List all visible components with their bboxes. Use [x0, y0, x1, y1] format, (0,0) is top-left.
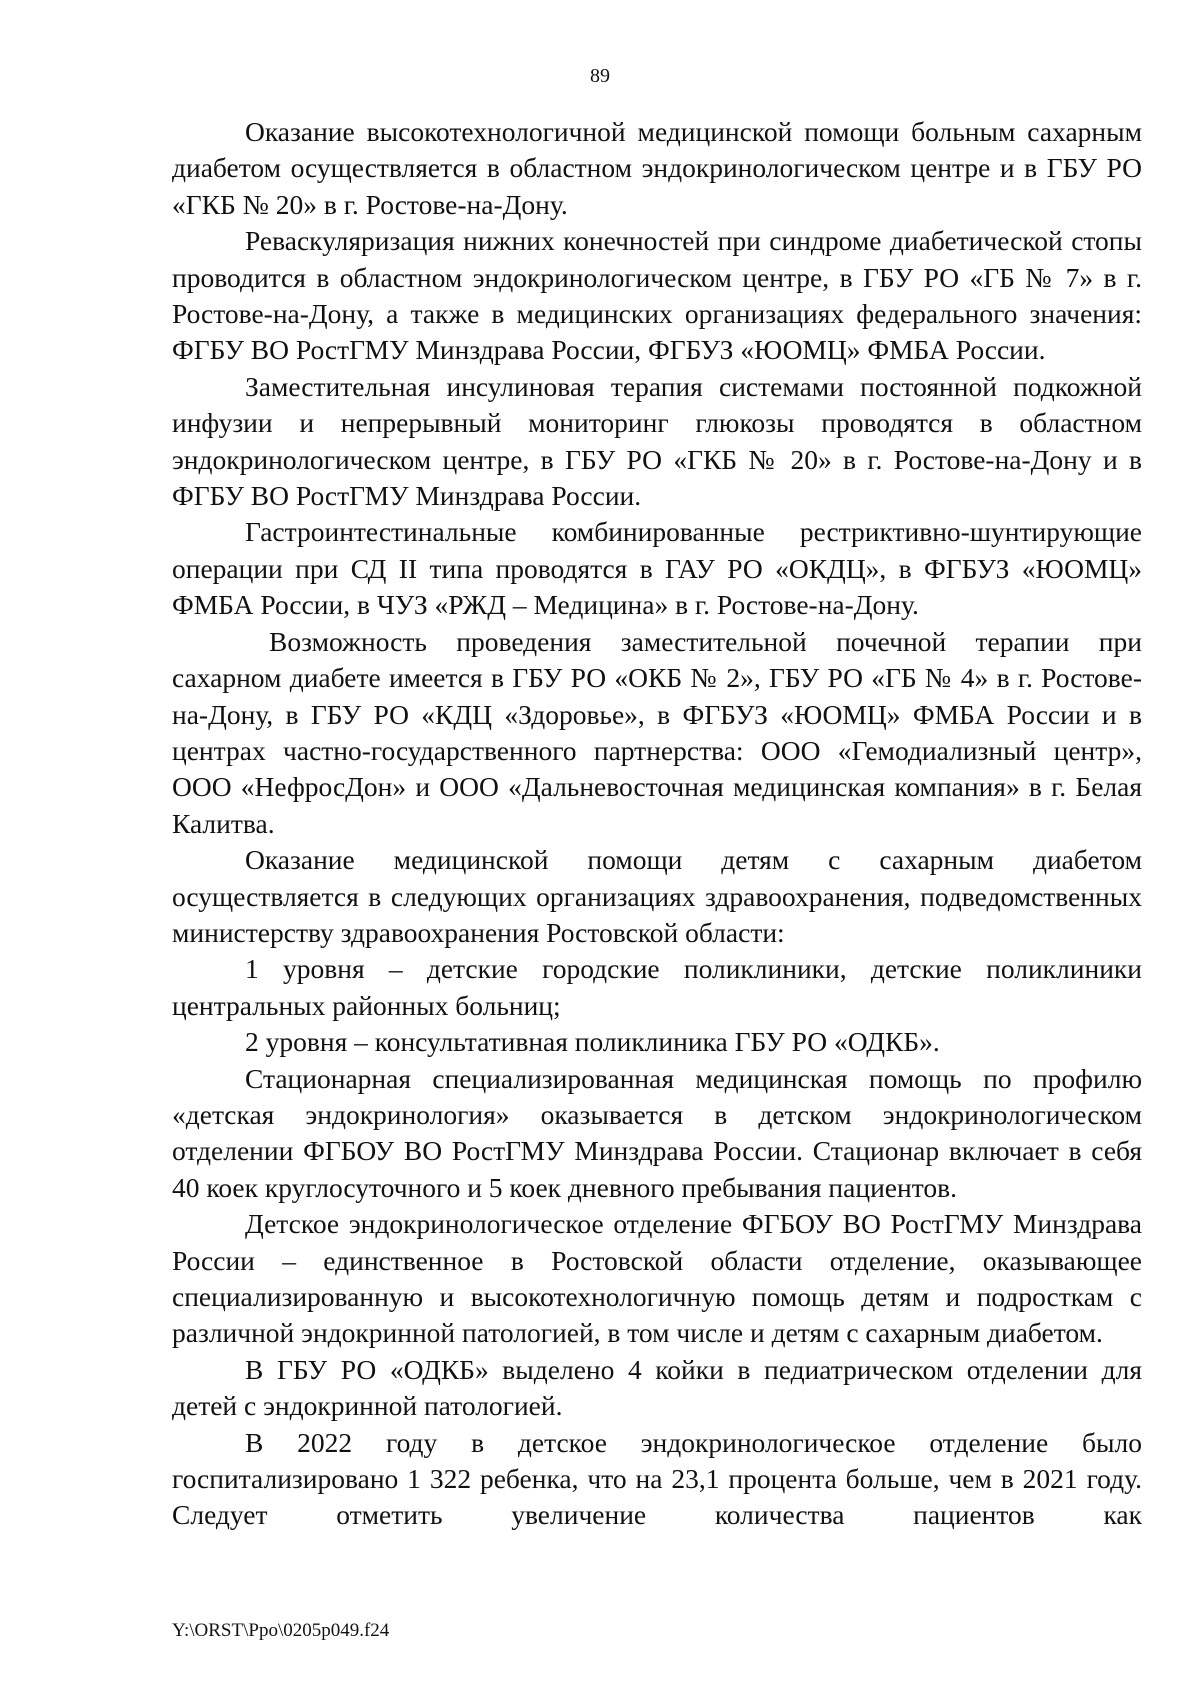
paragraph-inpatient-care: Стационарная специализированная медицинская помощь по профилю «детская эндокринология» оказывается в детском эндокринологическом отделении ФГБОУ ВО РостГМУ Минздрава России. Стационар включает в себя 40 коек круглосуточного и 5 коек дневного пребывания пациентов.: [172, 1062, 1142, 1203]
paragraph-hospitalization-2022: В 2022 году в детское эндокринологическое отделение было госпитализировано 1 322 ребенка, что на 23,1 процента больше, чем в 2021 году. Следует отметить увеличение количества пациентов как: [172, 1426, 1142, 1531]
paragraph-level-2: 2 уровня – консультативная поликлиника ГБУ РО «ОДКБ».: [245, 1026, 940, 1058]
paragraph-level-1: 1 уровня – детские городские поликлиники, детские поликлиники центральных районных больниц;: [172, 953, 1142, 1021]
paragraph-children-care: Оказание медицинской помощи детям с сахарным диабетом осуществляется в следующих организациях здравоохранения, подведомственных министерству здравоохранения Ростовской области:: [172, 844, 1142, 948]
page-number: 89: [590, 65, 610, 87]
paragraph-high-tech-care: Оказание высокотехнологичной медицинской помощи больным сахарным диабетом осуществляется в областном эндокринологическом центре и в ГБУ РО «ГКБ № 20» в г. Ростове-на-Дону.: [172, 116, 1142, 220]
paragraph-renal-therapy: Возможность проведения заместительной почечной терапии при сахарном диабете имеется в ГБУ РО «ОКБ № 2», ГБУ РО «ГБ № 4» в г. Ростове-на-Дону, в ГБУ РО «КДЦ «Здоровье», в ФГБУЗ «ЮОМЦ» ФМБА России и в центрах частно-государственного партнерства: ООО «Гемодиализный центр», ООО «НефросДон» и ООО «Дальневосточная медицинская компания» в г. Белая Калитва.: [172, 625, 1142, 839]
paragraph-odkb-beds: В ГБУ РО «ОДКБ» выделено 4 койки в педиатрическом отделении для детей с эндокринной патологией.: [172, 1353, 1142, 1422]
paragraph-endocrinology-department: Детское эндокринологическое отделение ФГБОУ ВО РостГМУ Минздрава России – единственное в Ростовской области отделение, оказывающее специализированную и высокотехнологичную помощь детям и подросткам с различной эндокринной патологией, в том числе и детям с сахарным диабетом.: [172, 1208, 1142, 1349]
document-body: [172, 114, 1142, 1534]
paragraph-insulin-therapy: Заместительная инсулиновая терапия системами постоянной подкожной инфузии и непрерывный мониторинг глюкозы проводятся в областном эндокринологическом центре, в ГБУ РО «ГКБ № 20» в г. Ростове-на-Дону и в ФГБУ ВО РостГМУ Минздрава России.: [172, 370, 1142, 512]
footer-file-path: Y:\ORST\Ppo\0205p049.f24: [172, 1620, 390, 1641]
paragraph-gastrointestinal-surgery: Гастроинтестинальные комбинированные рестриктивно-шунтирующие операции при СД II типа проводятся в ГАУ РО «ОКДЦ», в ФГБУЗ «ЮОМЦ» ФМБА России, в ЧУЗ «РЖД – Медицина» в г. Ростове-на-Дону.: [172, 516, 1142, 621]
paragraph-revascularization: Реваскуляризация нижних конечностей при синдроме диабетической стопы проводится в областном эндокринологическом центре, в ГБУ РО «ГБ № 7» в г. Ростове-на-Дону, а также в медицинских организациях федерального значения: ФГБУ ВО РостГМУ Минздрава России, ФГБУЗ «ЮОМЦ» ФМБА России.: [172, 225, 1142, 366]
